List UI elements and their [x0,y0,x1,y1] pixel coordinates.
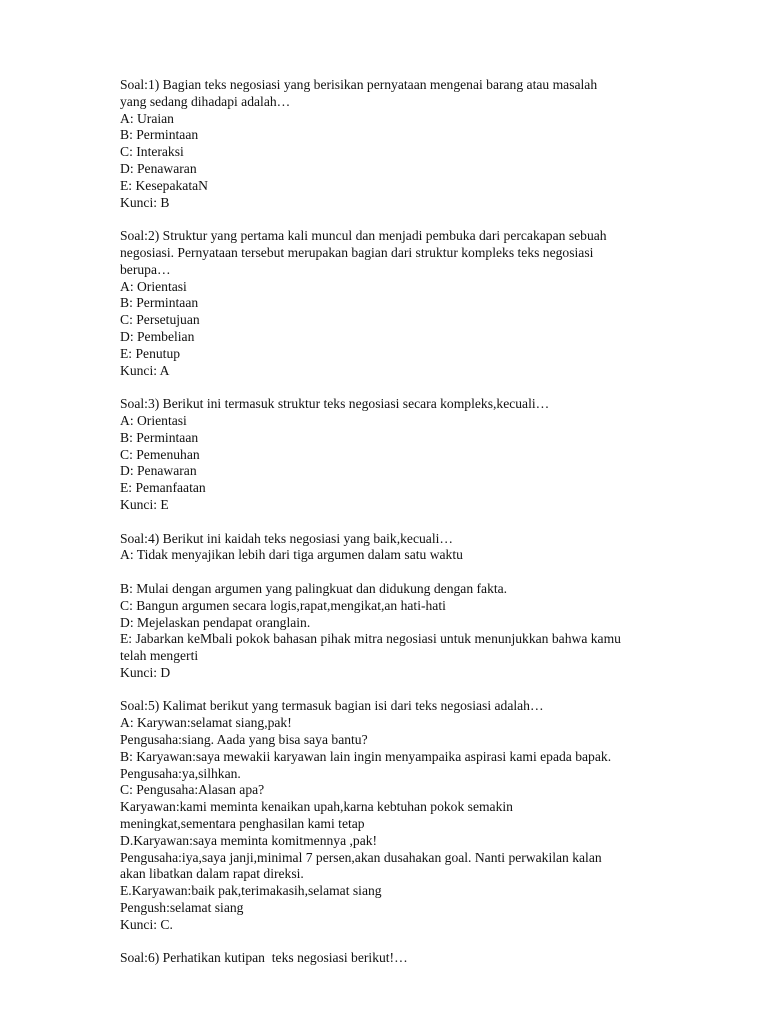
question-3-option-a: A: Orientasi [120,412,187,428]
question-4-option-c: C: Bangun argumen secara logis,rapat,mengikat,an hati-hati [120,597,446,613]
question-2-text-line-1: Soal:2) Struktur yang pertama kali muncul dan menjadi pembuka dari percakapan sebuah [120,228,607,244]
question-3-answer-key: Kunci: E [120,496,169,512]
question-1 [120,77,720,211]
question-2-option-d: D: Pembelian [120,328,195,344]
paragraph-spacer [120,379,720,396]
question-5-option-c-line-1: C: Pengusaha:Alasan apa? [120,782,265,798]
question-5-option-e-line-1: E.Karyawan:baik pak,terimakasih,selamat siang [120,883,382,899]
question-2-option-e: E: Penutup [120,345,181,361]
question-4-option-d: D: Mejelaskan pendapat oranglain. [120,614,311,630]
paragraph-spacer [120,564,720,581]
paragraph-spacer [120,934,720,951]
question-5-option-d-line-1: D.Karyawan:saya meminta komitmennya ,pak! [120,832,378,848]
question-3 [120,396,720,514]
question-4-option-e-line-2: telah mengerti [120,648,199,664]
question-1-option-b: B: Permintaan [120,127,199,143]
question-5 [120,698,720,933]
question-5-option-a-line-2: Pengusaha:siang. Aada yang bisa saya bantu? [120,732,368,748]
question-6-text-line-1: Soal:6) Perhatikan kutipan teks negosiasi berikut!… [120,950,408,966]
question-5-answer-key: Kunci: C. [120,916,173,932]
question-1-text-line-1: Soal:1) Bagian teks negosiasi yang berisikan pernyataan mengenai barang atau masalah [120,77,598,92]
question-5-text-line-1: Soal:5) Kalimat berikut yang termasuk bagian isi dari teks negosiasi adalah… [120,698,544,714]
question-5-option-c-line-3: meningkat,sementara penghasilan kami tetap [120,816,365,832]
question-1-option-d: D: Penawaran [120,160,197,176]
question-3-text-line-1: Soal:3) Berikut ini termasuk struktur teks negosiasi secara kompleks,kecuali… [120,396,550,412]
question-4 [120,531,720,682]
document-body [120,77,720,967]
question-1-option-c: C: Interaksi [120,144,184,160]
question-5-option-d-line-3: akan libatkan dalam rapat direksi. [120,866,304,882]
question-2-option-a: A: Orientasi [120,278,187,294]
question-4-option-e-line-1: E: Jabarkan keMbali pokok bahasan pihak mitra negosiasi untuk menunjukkan bahwa kamu [120,631,621,647]
question-4-option-a: A: Tidak menyajikan lebih dari tiga argumen dalam satu waktu [120,547,463,563]
question-1-answer-key: Kunci: B [120,194,170,210]
question-4-option-b: B: Mulai dengan argumen yang palingkuat dan didukung dengan fakta. [120,580,508,596]
question-2-answer-key: Kunci: A [120,362,170,378]
question-2-option-c: C: Persetujuan [120,312,200,328]
paragraph-spacer [120,682,720,699]
question-6 [120,950,720,967]
question-5-option-e-line-2: Pengush:selamat siang [120,900,244,916]
question-3-option-c: C: Pemenuhan [120,446,200,462]
question-1-option-e: E: KesepakataN [120,177,208,193]
question-5-option-a-line-1: A: Karywan:selamat siang,pak! [120,715,292,731]
question-1-option-a: A: Uraian [120,110,174,126]
question-3-option-d: D: Penawaran [120,463,197,479]
question-1-text-line-2: yang sedang dihadapi adalah… [120,93,291,109]
question-3-option-e: E: Pemanfaatan [120,480,206,496]
paragraph-spacer [120,514,720,531]
question-2-text-line-2: negosiasi. Pernyataan tersebut merupakan bagian dari struktur kompleks teks negosiasi [120,244,594,260]
question-5-option-b-line-1: B: Karyawan:saya mewakii karyawan lain ingin menyampaika aspirasi kami epada bapak. [120,748,612,764]
paragraph-spacer [120,211,720,228]
question-5-option-c-line-2: Karyawan:kami meminta kenaikan upah,karna kebtuhan pokok semakin [120,799,513,815]
question-2 [120,228,720,379]
question-5-option-b-line-2: Pengusaha:ya,silhkan. [120,765,241,781]
question-4-text-line-1: Soal:4) Berikut ini kaidah teks negosiasi yang baik,kecuali… [120,530,453,546]
question-5-option-d-line-2: Pengusaha:iya,saya janji,minimal 7 persen,akan dusahakan goal. Nanti perwakilan kalan [120,849,602,865]
question-2-option-b: B: Permintaan [120,295,199,311]
question-3-option-b: B: Permintaan [120,429,199,445]
question-2-text-line-3: berupa… [120,261,171,277]
question-4-answer-key: Kunci: D [120,664,171,680]
